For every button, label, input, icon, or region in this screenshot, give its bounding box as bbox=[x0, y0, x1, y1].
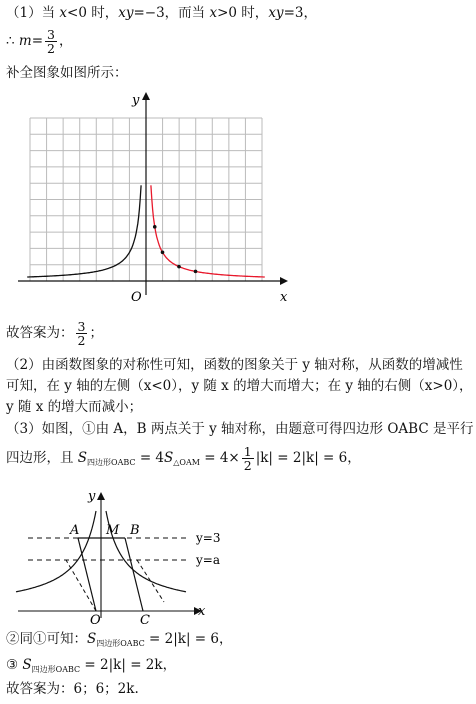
t: >0 时， bbox=[217, 5, 269, 21]
t: xy bbox=[118, 5, 134, 21]
t: S bbox=[87, 631, 97, 647]
t: 故答案为： bbox=[6, 325, 74, 341]
line-BC bbox=[125, 538, 143, 611]
t: =−3，而当 bbox=[133, 5, 210, 21]
den: 2 bbox=[243, 458, 252, 473]
t: |k| = 2|k| = 6， bbox=[255, 450, 361, 466]
x-arrow bbox=[280, 277, 288, 285]
p1-line1 bbox=[6, 4, 317, 22]
den: 2 bbox=[77, 333, 86, 348]
t: = 4 bbox=[135, 450, 165, 466]
label-ya: y=a bbox=[196, 553, 220, 567]
p2-line1: （2）由函数图象的对称性可知，函数的图象关于 y 轴对称，从函数的增减性 bbox=[6, 357, 463, 373]
label-y3: y=3 bbox=[196, 531, 221, 545]
y-label: y bbox=[132, 93, 140, 108]
curve-left-2 bbox=[16, 511, 96, 592]
marked-point bbox=[194, 270, 198, 274]
marked-point bbox=[177, 265, 181, 269]
t: =3， bbox=[283, 5, 317, 21]
point-A-label: A bbox=[70, 523, 80, 538]
t: x bbox=[59, 5, 68, 21]
t: S bbox=[164, 450, 174, 466]
den: 2 bbox=[47, 41, 55, 56]
t: 四边形OABC bbox=[31, 665, 81, 674]
t: ； bbox=[89, 325, 103, 341]
marked-point bbox=[161, 250, 165, 254]
num: 3 bbox=[47, 27, 55, 42]
therefore-symbol: ∴ bbox=[6, 33, 15, 49]
num: 1 bbox=[243, 444, 252, 459]
y-label-2: y bbox=[88, 489, 96, 504]
t: △OAM bbox=[173, 458, 200, 467]
line-OA bbox=[78, 538, 96, 611]
fraction bbox=[45, 28, 57, 55]
line-dash-2 bbox=[137, 560, 164, 602]
y-arrow bbox=[142, 92, 150, 100]
t: <0 时， bbox=[67, 5, 119, 21]
y-arrow-2 bbox=[97, 492, 105, 500]
line-dash-1 bbox=[66, 560, 96, 611]
t: （1）当 bbox=[6, 5, 60, 21]
origin-label-2: O bbox=[90, 613, 101, 626]
t: = 2|k| = 2k， bbox=[80, 657, 177, 673]
graph-2 bbox=[0, 486, 476, 626]
p1-line2 bbox=[6, 26, 72, 56]
p2-line2: 可知，在 y 轴的左侧（x<0），y 随 x 的增大而增大；在 y 轴的右侧（x>0）， bbox=[6, 378, 473, 394]
fraction bbox=[242, 445, 254, 472]
graph-1 bbox=[0, 90, 476, 320]
p1-line3: 补全图象如图所示： bbox=[6, 65, 128, 81]
t: S bbox=[77, 450, 88, 466]
p1-answer bbox=[6, 318, 103, 348]
t: xy bbox=[268, 5, 284, 21]
p2-line3: y 随 x 的增大而减小； bbox=[6, 399, 143, 415]
t: S bbox=[22, 657, 32, 673]
t: 四边形OABC bbox=[87, 458, 136, 467]
num: 3 bbox=[77, 319, 86, 334]
p3-answer: 故答案为：6；6；2k. bbox=[6, 681, 139, 697]
t: ②同①可知： bbox=[6, 631, 87, 647]
marked-point bbox=[153, 225, 157, 229]
p3-line2 bbox=[6, 443, 361, 478]
x-label-2: x bbox=[198, 604, 206, 619]
t: = 4× bbox=[199, 450, 240, 466]
t: ， bbox=[58, 33, 73, 49]
x-label: x bbox=[280, 290, 288, 305]
fraction bbox=[76, 320, 88, 347]
t: 四边形OABC bbox=[96, 639, 145, 648]
p3-line1: （3）如图，①由 A，B 两点关于 y 轴对称，由题意可得四边形 OABC 是平行 bbox=[6, 421, 474, 437]
t: = 2|k| = 6， bbox=[144, 631, 233, 647]
point-C-label: C bbox=[140, 613, 150, 626]
p3-line3 bbox=[6, 630, 232, 653]
t: 四边形，且 bbox=[6, 450, 78, 466]
t: ③ bbox=[6, 657, 23, 673]
t: x bbox=[209, 5, 218, 21]
origin-label: O bbox=[131, 290, 142, 305]
t: m bbox=[18, 33, 32, 49]
p3-line4 bbox=[6, 656, 176, 679]
t: = bbox=[31, 33, 44, 49]
point-M-label: M bbox=[106, 523, 120, 538]
point-B-label: B bbox=[130, 523, 140, 538]
